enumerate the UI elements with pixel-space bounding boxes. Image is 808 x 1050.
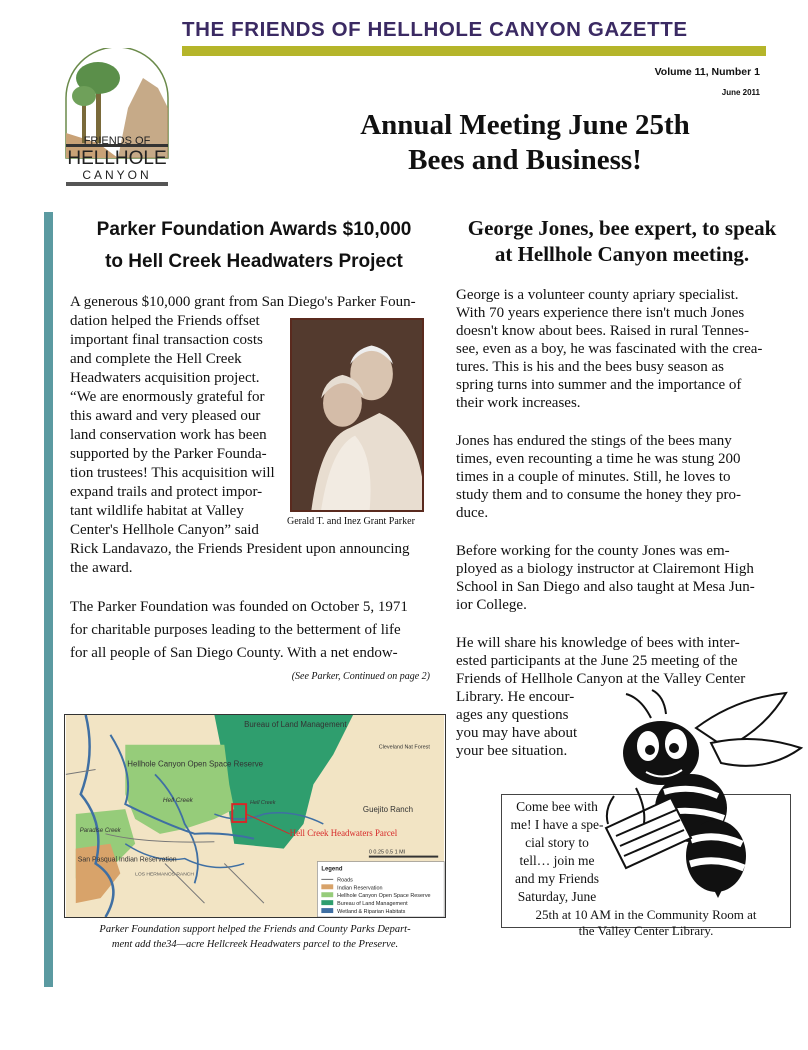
right-text-line: ested participants at the June 25 meeting of the xyxy=(456,653,738,669)
right-text-line: duce. xyxy=(456,505,489,521)
map-label-parcel: Hell Creek Headwaters Parcel xyxy=(289,827,398,838)
right-text-line: doesn't know about bees. Raised in rural Tennes- xyxy=(456,323,749,339)
left-text-line: land conservation work has been xyxy=(70,427,267,443)
left-text-line: and complete the Hell Creek xyxy=(70,351,242,367)
bee-icon xyxy=(586,688,808,898)
right-text-line: School in San Diego and also taught at Mesa Jun- xyxy=(456,579,755,595)
map-label-ranch: LOS HERMANOS RANCH xyxy=(135,872,194,878)
callout-line: Saturday, June xyxy=(517,889,597,904)
map-label-cleveland: Cleveland Nat Forest xyxy=(378,744,430,751)
left-article-headline-2: to Hell Creek Headwaters Project xyxy=(105,251,403,272)
left-text-line: important final transaction costs xyxy=(70,332,263,348)
right-text-line: see, even as a boy, he was fascinated with the crea- xyxy=(456,341,763,357)
right-text-line: Jones has endured the stings of the bees many xyxy=(456,433,732,449)
legend-item: Bureau of Land Management xyxy=(337,901,408,908)
map-label-paradise: Paradise Creek xyxy=(79,827,121,834)
callout-line: me! I have a spe- xyxy=(510,817,604,832)
left-text-line: tant wildlife habitat at Valley xyxy=(70,503,244,519)
right-text-line: your bee situation. xyxy=(456,743,568,759)
left-text-line: Rick Landavazo, the Friends President upon announcing xyxy=(70,541,410,557)
main-headline-line2: Bees and Business! xyxy=(408,144,642,176)
left-text-line: tion trustees! This acquisition will xyxy=(70,465,275,481)
callout-line: Come bee with xyxy=(516,799,598,814)
map-label-hell-creek-small: Hell Creek xyxy=(250,800,276,807)
callout-line: the Valley Center Library. xyxy=(578,923,714,938)
logo-text-canyon: CANYON xyxy=(82,168,152,182)
parker-couple-photo xyxy=(290,318,424,512)
left-text-line: A generous $10,000 grant from San Diego's Parker Foun- xyxy=(70,294,416,310)
legend-item: Roads xyxy=(337,877,353,884)
hell-creek-map xyxy=(64,714,446,918)
right-article-headline-1: George Jones, bee expert, to speak xyxy=(467,216,777,240)
map-caption-line2: ment add the34—acre Hellcreek Headwaters parcel to the Preserve. xyxy=(111,939,399,950)
left-text-line: Headwaters acquisition project. xyxy=(70,370,260,386)
map-legend xyxy=(317,862,444,917)
sidebar-accent-bar xyxy=(44,212,53,987)
left-text-line: expand trails and protect impor- xyxy=(70,484,263,500)
right-text-line: Friends of Hellhole Canyon at the Valley Center xyxy=(456,671,746,687)
masthead-rule xyxy=(182,46,766,56)
left-text-line: The Parker Foundation was founded on October 5, 1971 xyxy=(70,599,408,615)
right-text-line: George is a volunteer county apriary specialist. xyxy=(456,287,739,303)
left-text-line: “We are enormously grateful for xyxy=(70,389,265,405)
legend-title: Legend xyxy=(321,866,343,873)
callout-line: and my Friends xyxy=(515,871,599,886)
right-text-line: spring turns into summer and the importance of xyxy=(456,377,742,393)
left-article-headline-1: Parker Foundation Awards $10,000 xyxy=(96,219,412,240)
map-label-guejito: Guejito Ranch xyxy=(362,805,414,815)
map-scale: 0 0.25 0.5 1 MI xyxy=(368,849,406,856)
map-label-san-pasqual: San Pasqual Indian Reservation xyxy=(77,856,177,864)
right-text-line: With 70 years experience there isn't much Jones xyxy=(456,305,745,321)
left-text-line: Center's Hellhole Canyon” said xyxy=(70,522,259,538)
right-text-line: He will share his knowledge of bees with inter- xyxy=(456,635,740,651)
issue-date: June 2011 xyxy=(721,88,760,97)
callout-line: cial story to xyxy=(525,835,589,850)
map-label-blm: Bureau of Land Management xyxy=(244,719,347,729)
left-text-line: for charitable purposes leading to the betterment of life xyxy=(70,622,401,638)
right-text-line: their work increases. xyxy=(456,395,581,411)
volume-number: Volume 11, Number 1 xyxy=(654,66,760,78)
right-text-line: times, even recounting a time he was stung 200 xyxy=(456,451,741,467)
left-text-line: supported by the Parker Founda- xyxy=(70,446,267,462)
legend-item: Hellhole Canyon Open Space Reserve xyxy=(337,893,431,900)
right-text-line: Library. He encour- xyxy=(456,689,575,705)
right-text-line: ployed as a biology instructor at Clairemont High xyxy=(456,561,754,577)
legend-item: Indian Reservation xyxy=(337,885,383,892)
right-text-line: tures. This is his and the bees busy season as xyxy=(456,359,725,375)
main-headline-line1: Annual Meeting June 25th xyxy=(360,109,690,141)
left-text-line: the award. xyxy=(70,560,133,576)
right-text-line: times in a couple of minutes. Still, he loves to xyxy=(456,469,731,485)
map-label-reserve: Hellhole Canyon Open Space Reserve xyxy=(127,759,264,769)
right-article-headline-2: at Hellhole Canyon meeting. xyxy=(494,242,750,266)
continued-note: (See Parker, Continued on page 2) xyxy=(291,671,430,682)
right-text-line: study them and to consume the honey they pro- xyxy=(456,487,741,503)
right-text-line: you may have about xyxy=(456,725,578,741)
right-text-line: Before working for the county Jones was em- xyxy=(456,543,730,559)
logo-text-friends: FRIENDS OF xyxy=(83,135,151,147)
photo-caption: Gerald T. and Inez Grant Parker xyxy=(287,516,415,527)
map-label-hell-creek: Hell Creek xyxy=(162,797,193,805)
map-caption-line1: Parker Foundation support helped the Friends and County Parks Depart- xyxy=(99,924,411,935)
friends-logo xyxy=(58,48,176,188)
left-text-line: dation helped the Friends offset xyxy=(70,313,260,329)
callout-line: tell… join me xyxy=(519,853,595,868)
right-text-line: ior College. xyxy=(456,597,527,613)
masthead-title: THE FRIENDS OF HELLHOLE CANYON GAZETTE xyxy=(182,18,688,41)
left-text-line: this award and very pleased our xyxy=(70,408,261,424)
right-text-line: ages any questions xyxy=(456,707,569,723)
callout-line: 25th at 10 AM in the Community Room at xyxy=(535,907,757,922)
left-text-line: for all people of San Diego County. With a net endow- xyxy=(70,645,398,661)
legend-item: Wetland & Riparian Habitats xyxy=(337,909,406,916)
logo-text-hellhole: HELLHOLE xyxy=(67,148,167,169)
